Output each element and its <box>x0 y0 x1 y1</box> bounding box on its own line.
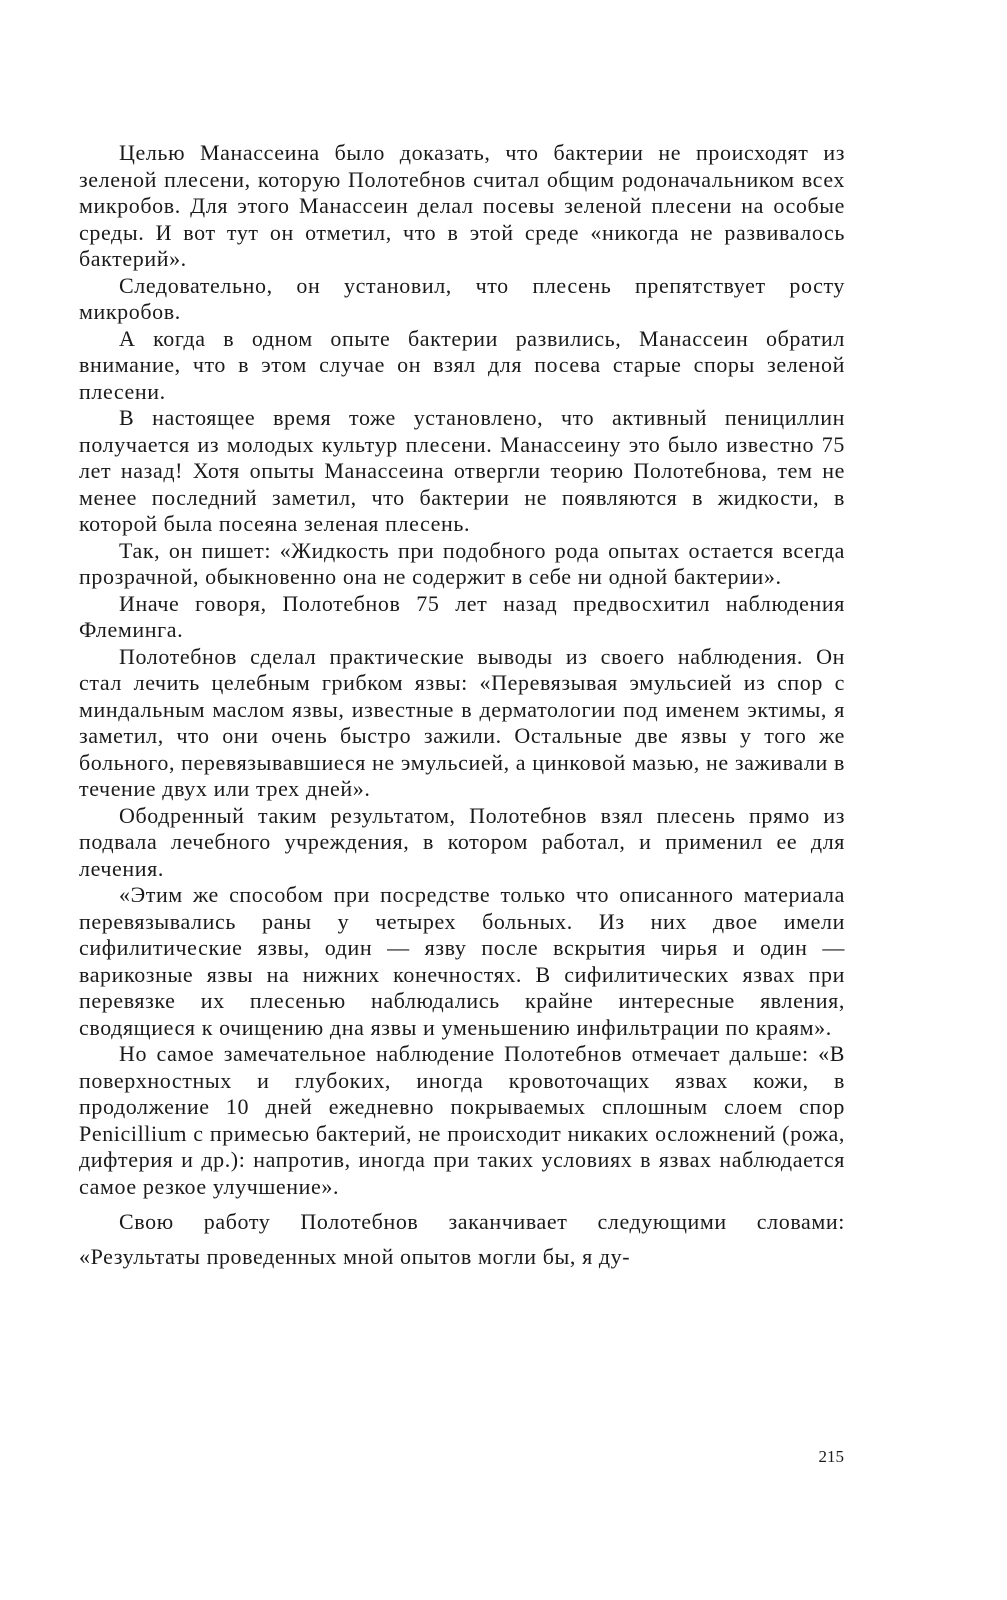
paragraph-11: Свою работу Полотебнов заканчивает следующими словами: «Результаты проведенных мной опытов могли бы, я ду- <box>79 1209 845 1269</box>
paragraph-5: Так, он пишет: «Жидкость при подобного рода опытах остается всегда прозрачной, обыкновенно она не содержит в себе ни одной бактерии». <box>79 537 845 589</box>
paragraph-8: Ободренный таким результатом, Полотебнов взял плесень прямо из подвала лечебного учреждения, в котором работал, и применил ее для лечения. <box>79 802 845 881</box>
paragraph-1: Целью Манассеина было доказать, что бактерии не происходят из зеленой плесени, которую Полотебнов считал общим родоначальником всех микробов. Для этого Манассеин делал посевы зеленой плесени на особые среды. И вот тут он отметил, что в этой среде «никогда не развивалось бактерий». <box>79 140 845 271</box>
body-text <box>79 140 845 1274</box>
paragraph-10: Но самое замечательное наблюдение Полотебнов отмечает дальше: «В поверхностных и глубоких, иногда кровоточащих язвах кожи, в продолжение 10 дней ежедневно покрываемых сплошным слоем спор Penicillium с примесью бактерий, не происходит никаких осложнений (рожа, дифтерия и др.): напротив, иногда при таких условиях в язвах наблюдается самое резкое улучшение». <box>79 1041 845 1199</box>
page-number: 215 <box>818 1447 844 1466</box>
paragraph-7: Полотебнов сделал практические выводы из своего наблюдения. Он стал лечить целебным грибком язвы: «Перевязывая эмульсией из спор с миндальным маслом язвы, известные в дерматологии под именем эктимы, я заметил, что они очень быстро зажили. Остальные две язвы у того же больного, перевязывавшиеся не эмульсией, а цинковой мазью, не заживали в течение двух или трех дней». <box>79 643 845 801</box>
paragraph-9: «Этим же способом при посредстве только что описанного материала перевязывались раны у четырех больных. Из них двое имели сифилитические язвы, один — язву после вскрытия чирья и один — варикозные язвы на нижних конечностях. В сифилитических язвах при перевязке их плесенью наблюдались крайне интересные явления, сводящиеся к очищению дна язвы и уменьшению инфильтрации по краям». <box>79 882 845 1040</box>
paragraph-4: В настоящее время тоже установлено, что активный пенициллин получается из молодых культур плесени. Манассеину это было известно 75 лет назад! Хотя опыты Манассеина отвергли теорию Полотебнова, тем не менее последний заметил, что бактерии не появляются в жидкости, в которой была посеяна зеленая плесень. <box>79 405 845 536</box>
paragraph-6: Иначе говоря, Полотебнов 75 лет назад предвосхитил наблюдения Флеминга. <box>79 590 845 642</box>
paragraph-3: А когда в одном опыте бактерии развились, Манассеин обратил внимание, что в этом случае он взял для посева старые споры зеленой плесени. <box>79 325 845 404</box>
paragraph-2: Следовательно, он установил, что плесень препятствует росту микробов. <box>79 272 845 324</box>
